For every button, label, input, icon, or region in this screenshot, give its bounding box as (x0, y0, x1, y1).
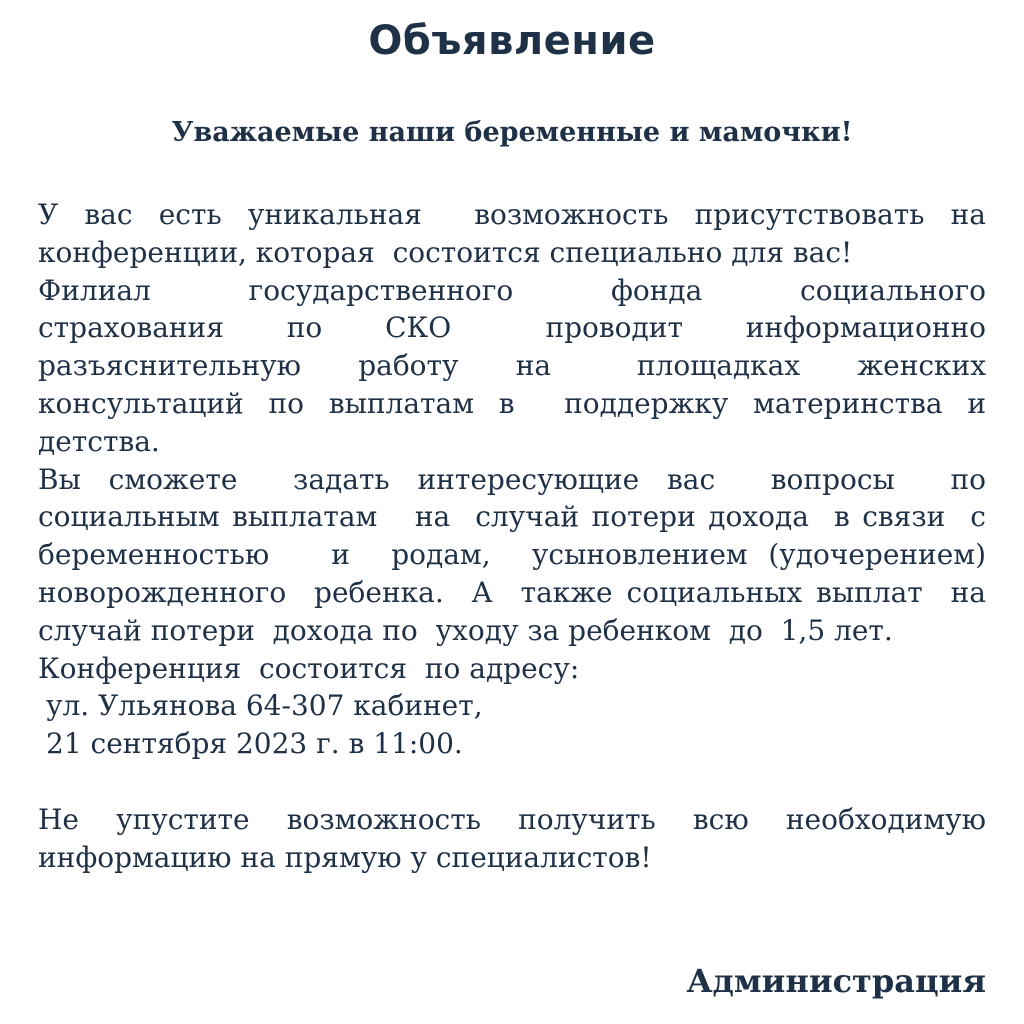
event-datetime: 21 сентября 2023 г. в 11:00. (46, 727, 463, 761)
venue-intro: Конференция состоится по адресу: (38, 651, 580, 685)
page-title: Объявление (368, 18, 656, 64)
questions-paragraph: Вы сможете задать интересующие вас вопросы по социальным выплатам на случай потери дохода в связи с беременностью и родам, усыновлением (удочерением) новорожденного ребенка. А также социальных выплат на случай потери дохода по уходу за ребенком до 1,5 лет. (38, 462, 1004, 647)
spacer (38, 763, 986, 801)
signature: Администрация (686, 962, 986, 1000)
announcement-body (38, 196, 1004, 876)
intro-paragraph: У вас есть уникальная возможность присутствовать на конференции, которая состоится специально для вас! (38, 198, 995, 269)
branch-paragraph: Филиал государственного фонда социального страхования по СКО проводит информационно разъяснительную работу на площадках женских консультаций по выплатам в поддержку материнства и детства. (38, 273, 995, 458)
greeting-heading: Уважаемые наши беременные и мамочки! (171, 117, 853, 148)
closing-paragraph: Не упустите возможность получить всю необходимую информацию на прямую у специалистов! (38, 802, 995, 874)
venue-address: ул. Ульянова 64-307 кабинет, (46, 689, 483, 723)
